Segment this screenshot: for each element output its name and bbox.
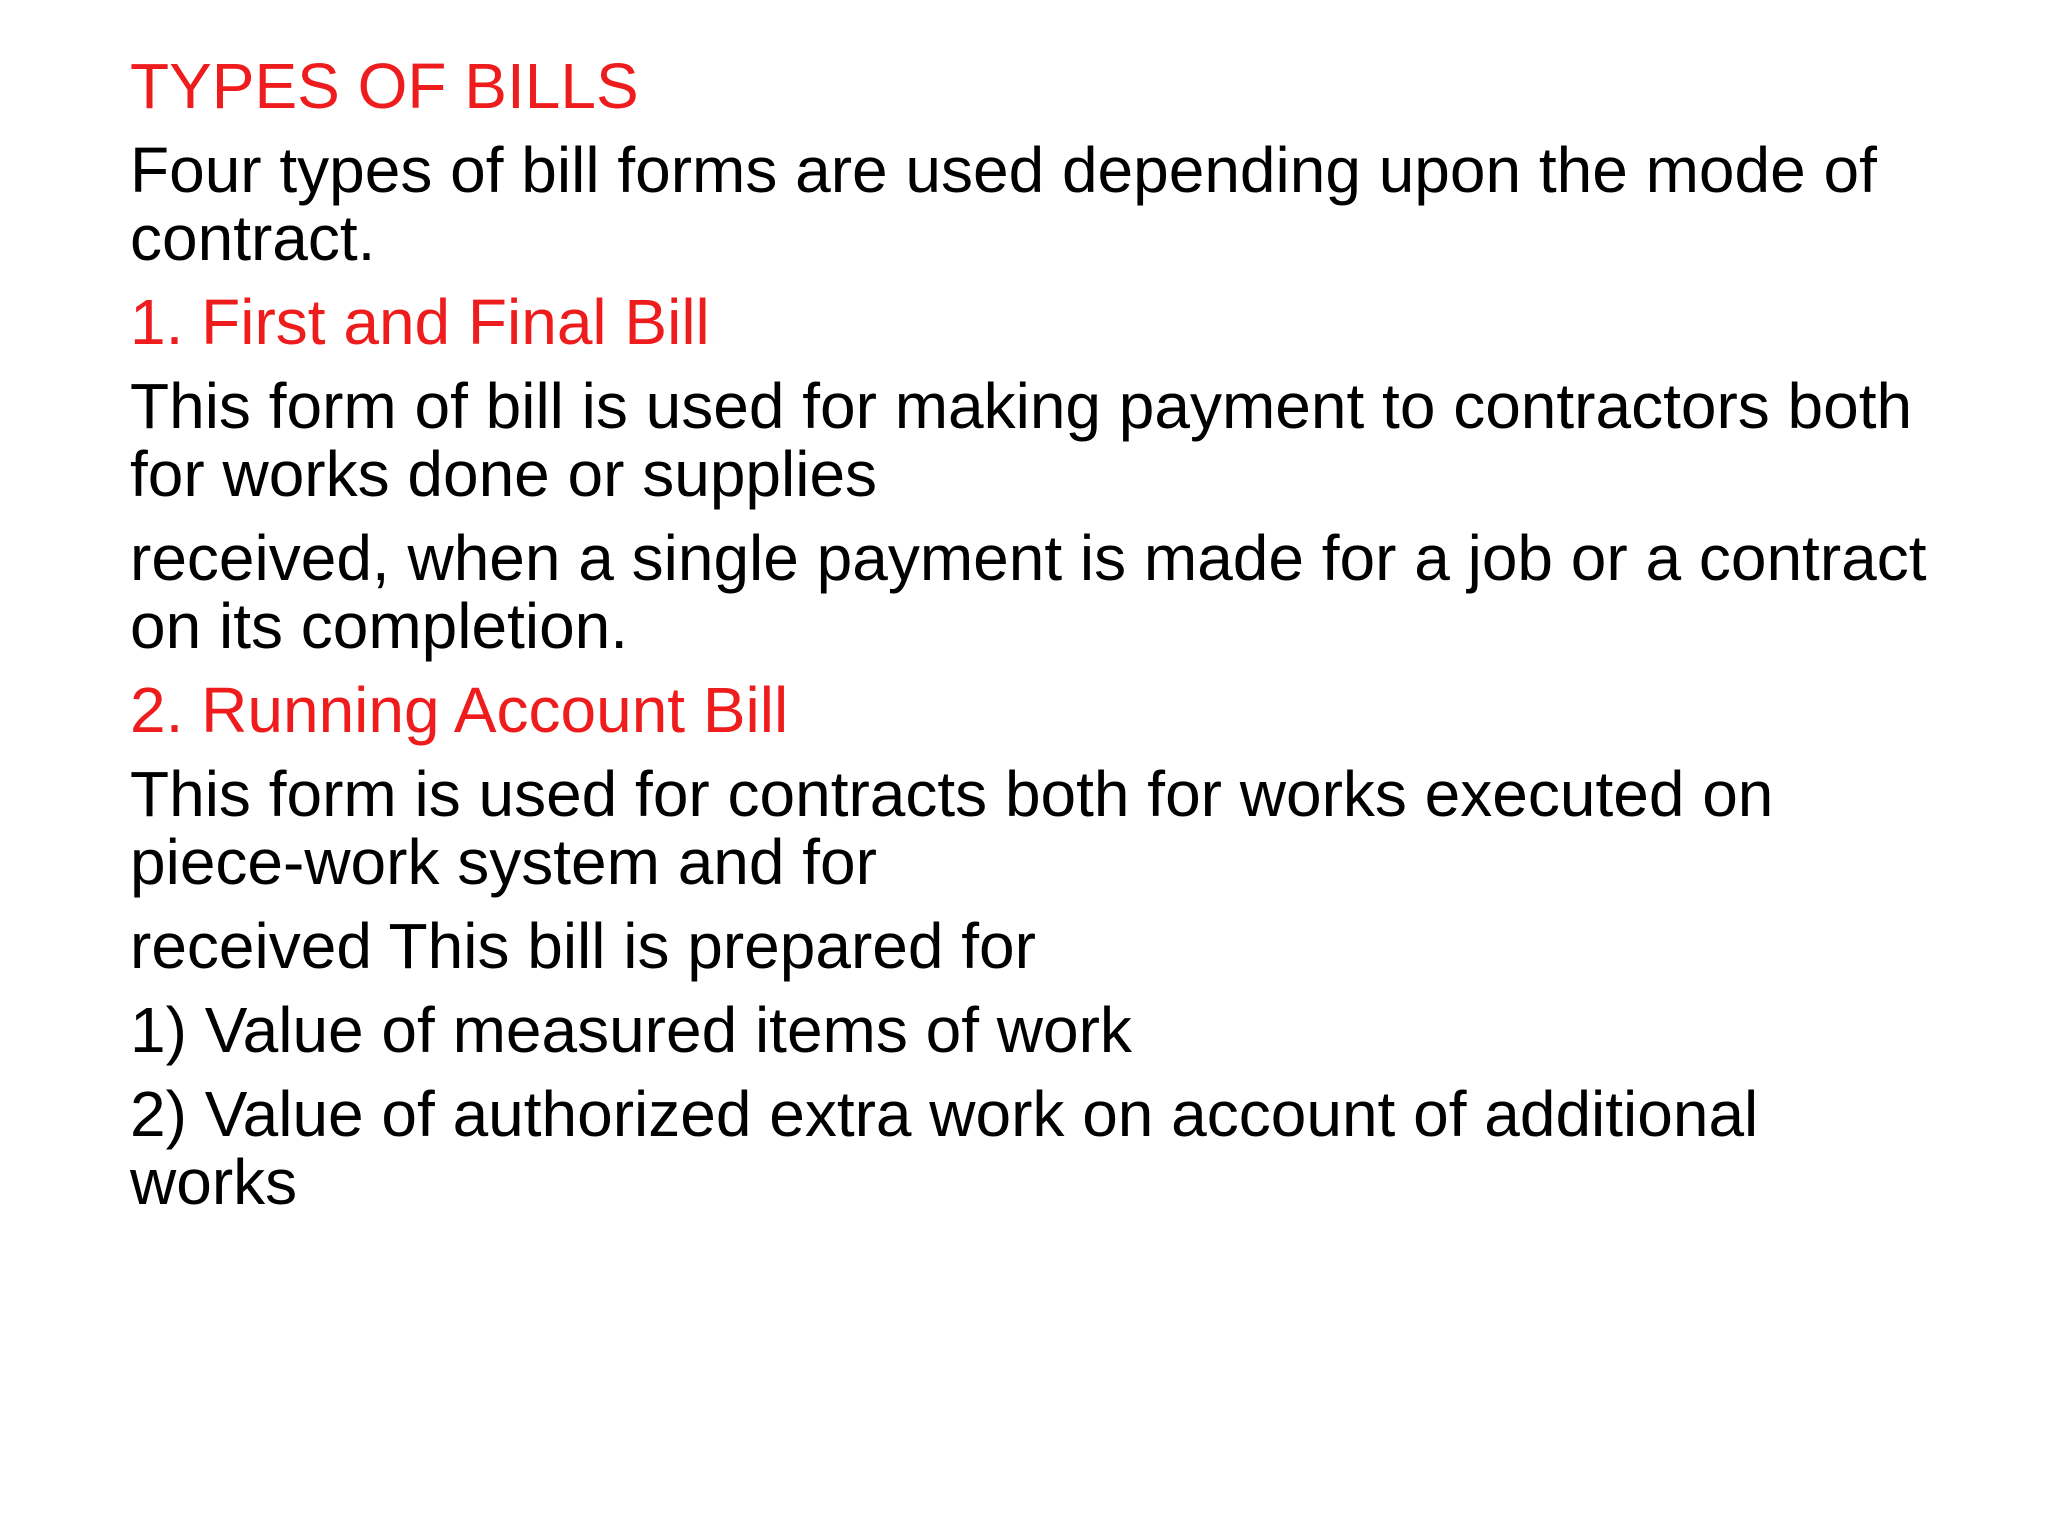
- section2-paragraph-2: received This bill is prepared for: [130, 910, 1036, 982]
- section2-paragraph-1: [130, 760, 2048, 896]
- paragraph-line: for works done or supplies: [130, 438, 878, 510]
- section1-paragraph-1: [130, 372, 2048, 508]
- section1-paragraph-2: [130, 524, 2048, 660]
- section-heading-first-and-final: 1. First and Final Bill: [130, 286, 710, 358]
- paragraph-line: This form is used for contracts both for works executed on: [130, 758, 1774, 830]
- section-heading-running-account: 2. Running Account Bill: [130, 674, 789, 746]
- paragraph-line: This form of bill is used for making payment to contractors both: [130, 370, 1913, 442]
- paragraph-line: received, when a single payment is made for a job or a contract: [130, 522, 1927, 594]
- paragraph-line: 2) Value of authorized extra work on account of additional: [130, 1078, 1759, 1150]
- list-item-2: [130, 1080, 2048, 1216]
- intro-paragraph: [130, 136, 2048, 272]
- intro-line: contract.: [130, 202, 376, 274]
- paragraph-line: on its completion.: [130, 590, 629, 662]
- paragraph-line: piece-work system and for: [130, 826, 877, 898]
- intro-line: Four types of bill forms are used depending upon the mode of: [130, 134, 1877, 206]
- slide-title: TYPES OF BILLS: [130, 50, 639, 122]
- list-item-1: 1) Value of measured items of work: [130, 994, 1132, 1066]
- paragraph-line: works: [130, 1146, 298, 1218]
